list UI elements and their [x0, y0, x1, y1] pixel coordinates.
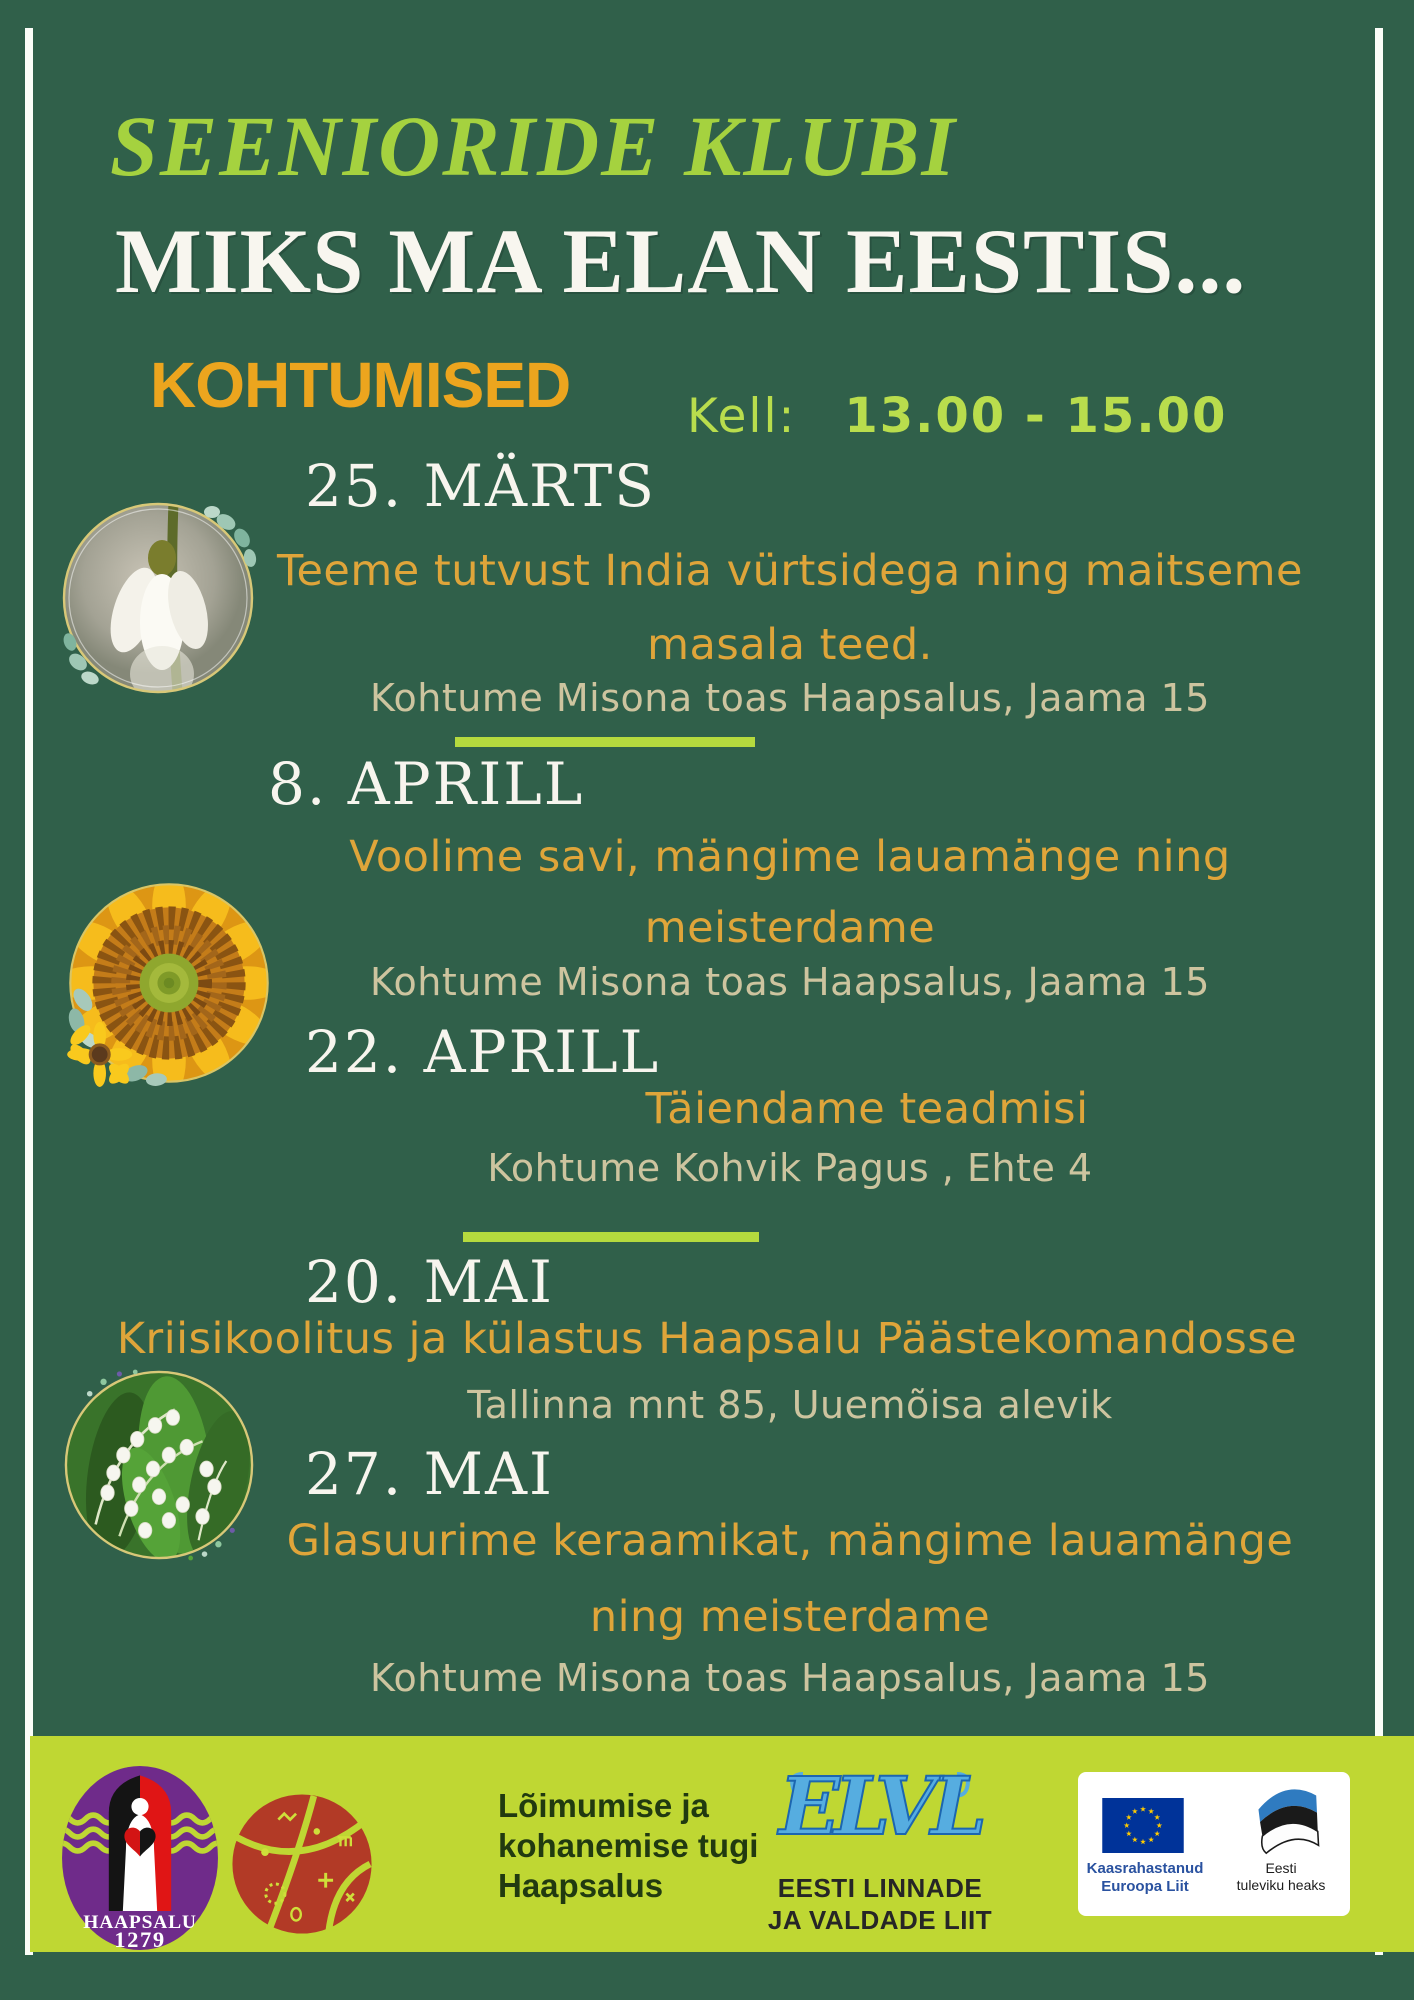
elvl-caption-line2: JA VALDADE LIIT [767, 1905, 993, 1935]
estonia-caption [1218, 1860, 1344, 1894]
section-divider-1 [455, 737, 755, 747]
estonia-flag-icon [1246, 1786, 1324, 1858]
event-location-4: Tallinna mnt 85, Uuemõisa alevik [467, 1383, 1113, 1427]
event-date-1: 25. MÄRTS [305, 452, 657, 520]
event-text-1-line2: masala teed. [647, 620, 933, 670]
snowdrop-photo [58, 498, 258, 698]
event-location-3: Kohtume Kohvik Pagus , Ehte 4 [487, 1146, 1093, 1190]
club-title: SEENIORIDE KLUBI [110, 98, 957, 194]
haapsalu-1279-logo [62, 1766, 218, 1950]
eu-funding-caption [1078, 1860, 1212, 1896]
support-text [498, 1786, 758, 1906]
elvl-monogram-text: ELVL [778, 1759, 982, 1853]
support-text-line1: Lõimumise ja [498, 1787, 709, 1824]
event-text-1-line1: Teeme tutvust India vürtsidega ning maitseme [277, 546, 1303, 596]
estonia-caption-line1: Eesti [1265, 1860, 1297, 1876]
subtitle-kohtumised: KOHTUMISED [150, 349, 571, 421]
support-text-line2: kohanemise tugi [498, 1827, 759, 1864]
event-text-5-line2: ning meisterdame [589, 1592, 991, 1642]
event-date-4: 20. MAI [305, 1248, 554, 1316]
eu-funding-card [1078, 1772, 1350, 1916]
event-text-3-line1: Täiendame teadmisi [645, 1084, 1089, 1134]
elvl-caption [762, 1872, 998, 1936]
lily-of-the-valley-photo [60, 1366, 258, 1564]
haapsalu-logo-name: HAAPSALU [83, 1912, 197, 1934]
event-date-3: 22. APRILL [305, 1018, 661, 1086]
page-title: MIKS MA ELAN EESTIS... [115, 210, 1247, 312]
eu-funding-line1: Kaasrahastanud [1086, 1860, 1204, 1877]
elvl-monogram-logo [775, 1752, 985, 1862]
estonia-caption-line2: tuleviku heaks [1236, 1877, 1326, 1893]
folk-pattern-logo [226, 1790, 378, 1938]
event-date-2: 8. APRILL [268, 750, 585, 818]
time-row [687, 388, 1227, 444]
event-location-2: Kohtume Misona toas Haapsalus, Jaama 15 [370, 960, 1210, 1004]
haapsalu-logo-year: 1279 [114, 1926, 166, 1950]
frame-line-left [25, 28, 33, 1955]
section-divider-2 [463, 1232, 759, 1242]
elvl-caption-line1: EESTI LINNADE [777, 1873, 983, 1903]
event-text-4-line1: Kriisikoolitus ja külastus Haapsalu Päästekomandosse [116, 1314, 1298, 1364]
eu-funding-line2: Euroopa Liit [1101, 1878, 1189, 1895]
sunflower-photo [64, 878, 274, 1088]
event-date-5: 27. MAI [305, 1440, 554, 1508]
eu-flag-icon [1102, 1798, 1184, 1853]
event-location-5: Kohtume Misona toas Haapsalus, Jaama 15 [370, 1656, 1210, 1700]
event-text-2-line2: meisterdame [644, 903, 936, 953]
event-text-5-line1: Glasuurime keraamikat, mängime lauamänge [286, 1516, 1294, 1566]
time-label: Kell: [687, 389, 797, 444]
time-value: 13.00 - 15.00 [844, 388, 1228, 444]
event-location-1: Kohtume Misona toas Haapsalus, Jaama 15 [370, 676, 1210, 720]
support-text-line3: Haapsalus [498, 1867, 664, 1904]
event-text-2-line1: Voolime savi, mängime lauamänge ning [349, 832, 1231, 882]
